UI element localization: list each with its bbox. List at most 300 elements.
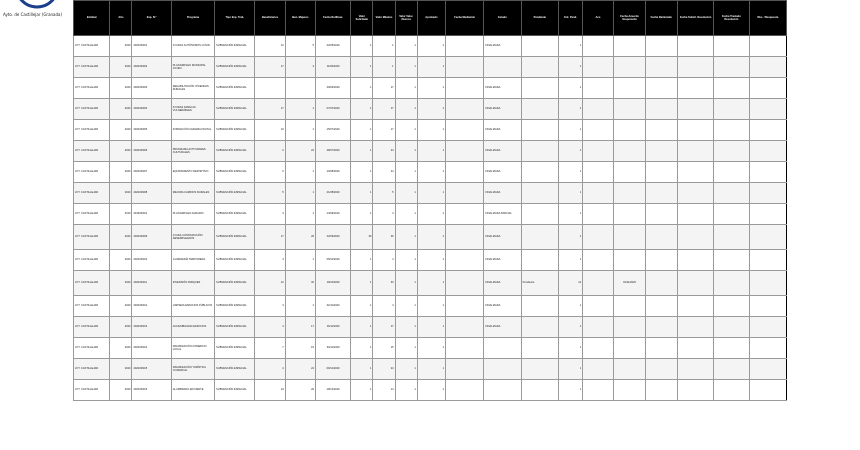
table-cell[interactable]: 2020/00001 xyxy=(132,36,171,57)
column-header[interactable]: Exp. N.º xyxy=(132,1,171,36)
table-cell[interactable]: LIMPIEZA ESPACIOS PÚBLICOS xyxy=(171,296,214,317)
table-cell[interactable]: 19/10/2020 xyxy=(315,271,350,296)
table-cell[interactable]: 24 xyxy=(373,162,395,183)
table-cell[interactable] xyxy=(614,57,645,78)
table-cell[interactable] xyxy=(446,99,484,120)
table-cell[interactable] xyxy=(583,338,614,359)
table-cell[interactable] xyxy=(446,78,484,99)
table-cell[interactable]: 1 xyxy=(417,183,445,204)
table-cell[interactable]: 1 xyxy=(395,250,417,271)
table-cell[interactable]: 6 xyxy=(255,162,285,183)
table-cell[interactable]: AYT. CASTILLEJAR xyxy=(74,380,110,401)
table-cell[interactable]: ACCESIBILIDAD EDIFICIOS xyxy=(171,317,214,338)
table-cell[interactable]: 1 xyxy=(417,99,445,120)
table-cell[interactable] xyxy=(645,99,677,120)
table-cell[interactable]: 1 xyxy=(373,57,395,78)
table-cell[interactable]: AYT. CASTILLEJAR xyxy=(74,162,110,183)
column-header[interactable]: Ben. Mujeres xyxy=(285,1,315,36)
table-cell[interactable]: 24 xyxy=(255,380,285,401)
table-cell[interactable]: 2020/00008 xyxy=(132,183,171,204)
table-cell[interactable] xyxy=(583,57,614,78)
table-cell[interactable] xyxy=(446,204,484,225)
table-cell[interactable]: MEJORA CAMINOS RURALES xyxy=(171,183,214,204)
table-cell[interactable]: 4 xyxy=(255,317,285,338)
table-cell[interactable]: SUBVENCIÓN ESPECIAL xyxy=(215,317,255,338)
column-header[interactable]: Valor Solicitado xyxy=(351,1,373,36)
table-cell[interactable] xyxy=(614,36,645,57)
table-cell[interactable]: 2020 xyxy=(110,78,132,99)
table-cell[interactable]: 1 xyxy=(558,120,582,141)
table-cell[interactable]: 1 xyxy=(395,317,417,338)
table-cell[interactable] xyxy=(749,296,786,317)
table-cell[interactable] xyxy=(583,317,614,338)
table-cell[interactable] xyxy=(677,296,713,317)
table-cell[interactable]: 1 xyxy=(558,99,582,120)
table-cell[interactable]: PROGRAMA ACTIVIDADES CULTURALES xyxy=(171,141,214,162)
column-header[interactable]: Fecha Traslado Resolución xyxy=(714,1,749,36)
table-cell[interactable]: 15 xyxy=(373,338,395,359)
table-cell[interactable]: AYT. CASTILLEJAR xyxy=(74,78,110,99)
table-cell[interactable] xyxy=(714,120,749,141)
table-cell[interactable]: SUBVENCIÓN ESPECIAL xyxy=(215,204,255,225)
table-cell[interactable] xyxy=(521,296,558,317)
table-cell[interactable]: 29/06/2020 xyxy=(315,78,350,99)
table-cell[interactable]: 1 xyxy=(558,338,582,359)
table-cell[interactable] xyxy=(677,36,713,57)
table-cell[interactable] xyxy=(446,250,484,271)
table-cell[interactable]: 1 xyxy=(417,162,445,183)
table-cell[interactable] xyxy=(614,141,645,162)
table-cell[interactable]: 1 xyxy=(395,338,417,359)
table-cell[interactable] xyxy=(645,183,677,204)
table-cell[interactable] xyxy=(677,99,713,120)
table-cell[interactable] xyxy=(446,359,484,380)
table-cell[interactable]: 2020/00010 xyxy=(132,250,171,271)
table-cell[interactable] xyxy=(714,296,749,317)
table-cell[interactable] xyxy=(714,204,749,225)
table-cell[interactable]: 1 xyxy=(351,317,373,338)
column-header[interactable]: Aprobado xyxy=(417,1,445,36)
table-cell[interactable]: 2020 xyxy=(110,183,132,204)
table-cell[interactable] xyxy=(521,204,558,225)
table-cell[interactable]: 2020 xyxy=(110,36,132,57)
table-cell[interactable]: 2020 xyxy=(110,57,132,78)
table-cell[interactable]: 1 xyxy=(395,183,417,204)
table-cell[interactable]: 1 xyxy=(417,250,445,271)
table-cell[interactable] xyxy=(714,250,749,271)
table-cell[interactable]: 2020/00003 xyxy=(132,78,171,99)
table-cell[interactable]: 24 xyxy=(373,141,395,162)
table-cell[interactable]: SUBVENCIÓN ESPECIAL xyxy=(215,99,255,120)
table-cell[interactable]: 14 xyxy=(373,380,395,401)
table-cell[interactable] xyxy=(677,204,713,225)
table-cell[interactable] xyxy=(583,380,614,401)
table-cell[interactable]: AYT. CASTILLEJAR xyxy=(74,204,110,225)
table-cell[interactable] xyxy=(614,204,645,225)
table-cell[interactable] xyxy=(749,225,786,250)
table-cell[interactable]: SUBVENCIÓN ESPECIAL xyxy=(215,338,255,359)
table-cell[interactable]: 14/09/2019 xyxy=(315,204,350,225)
table-cell[interactable]: AYUDA CONTRATACIÓN DESEMPLEADOS xyxy=(171,225,214,250)
table-cell[interactable]: 1 xyxy=(351,78,373,99)
table-cell[interactable]: 17 xyxy=(255,57,285,78)
table-cell[interactable]: 12 xyxy=(558,271,582,296)
table-cell[interactable] xyxy=(714,78,749,99)
table-cell[interactable]: 5 xyxy=(285,36,315,57)
table-row[interactable] xyxy=(74,204,787,225)
table-cell[interactable]: 2019/00021 xyxy=(132,204,171,225)
table-cell[interactable]: 1 xyxy=(558,36,582,57)
table-cell[interactable] xyxy=(749,271,786,296)
table-cell[interactable]: 17 xyxy=(373,317,395,338)
table-row[interactable] xyxy=(74,141,787,162)
table-cell[interactable] xyxy=(614,250,645,271)
table-cell[interactable]: REHABILITACIÓN VIVIENDAS RURALES xyxy=(171,78,214,99)
table-cell[interactable]: 1 xyxy=(558,78,582,99)
table-cell[interactable]: 1 xyxy=(351,162,373,183)
table-row[interactable] xyxy=(74,162,787,183)
table-cell[interactable]: SUBVENCIÓN ESPECIAL xyxy=(215,296,255,317)
table-cell[interactable] xyxy=(446,57,484,78)
table-cell[interactable] xyxy=(614,183,645,204)
table-cell[interactable]: AYT. CASTILLEJAR xyxy=(74,271,110,296)
table-cell[interactable] xyxy=(583,120,614,141)
table-cell[interactable]: 4 xyxy=(255,359,285,380)
table-cell[interactable]: 26 xyxy=(285,225,315,250)
table-cell[interactable]: FINALIZADA xyxy=(484,78,521,99)
table-cell[interactable]: 12 xyxy=(255,36,285,57)
table-row[interactable] xyxy=(74,183,787,204)
table-row[interactable] xyxy=(74,338,787,359)
table-cell[interactable] xyxy=(583,359,614,380)
table-cell[interactable] xyxy=(645,271,677,296)
column-header[interactable]: Beneficiarios xyxy=(255,1,285,36)
table-cell[interactable]: 2020 xyxy=(110,162,132,183)
table-cell[interactable]: 17 xyxy=(255,99,285,120)
table-cell[interactable]: 2020 xyxy=(110,271,132,296)
table-cell[interactable] xyxy=(446,120,484,141)
table-cell[interactable] xyxy=(446,317,484,338)
column-header[interactable]: Fecha Acuerdo Suspensión xyxy=(614,1,645,36)
table-cell[interactable]: 1 xyxy=(351,141,373,162)
table-cell[interactable] xyxy=(446,271,484,296)
table-cell[interactable] xyxy=(714,162,749,183)
table-cell[interactable]: AYT. CASTILLEJAR xyxy=(74,225,110,250)
table-row[interactable] xyxy=(74,250,787,271)
table-cell[interactable] xyxy=(521,57,558,78)
table-cell[interactable] xyxy=(645,296,677,317)
table-cell[interactable]: FINALIZADA xyxy=(484,183,521,204)
table-cell[interactable]: 17 xyxy=(255,225,285,250)
table-cell[interactable]: 1 xyxy=(351,99,373,120)
table-cell[interactable] xyxy=(446,183,484,204)
table-cell[interactable]: 29 xyxy=(285,380,315,401)
table-cell[interactable]: 1 xyxy=(395,359,417,380)
table-cell[interactable]: 2020/00007 xyxy=(132,162,171,183)
table-cell[interactable]: 2020/00006 xyxy=(132,141,171,162)
table-cell[interactable] xyxy=(614,296,645,317)
table-cell[interactable]: 1 xyxy=(417,271,445,296)
table-cell[interactable]: 18/12/2020 xyxy=(315,380,350,401)
table-cell[interactable] xyxy=(677,120,713,141)
table-cell[interactable]: 2020/00014 xyxy=(132,338,171,359)
table-cell[interactable]: SUBVENCIÓN ESPECIAL xyxy=(215,141,255,162)
table-cell[interactable] xyxy=(749,162,786,183)
column-header[interactable]: Entidad xyxy=(74,1,110,36)
table-cell[interactable] xyxy=(583,296,614,317)
table-cell[interactable]: 2020/00009 xyxy=(132,225,171,250)
table-cell[interactable]: 26 xyxy=(373,225,395,250)
table-cell[interactable]: 1 xyxy=(558,317,582,338)
table-cell[interactable] xyxy=(645,57,677,78)
table-cell[interactable]: 5 xyxy=(255,183,285,204)
table-cell[interactable] xyxy=(614,225,645,250)
table-cell[interactable] xyxy=(255,78,285,99)
table-cell[interactable]: 05/10/2020 xyxy=(315,250,350,271)
table-cell[interactable]: 1 xyxy=(417,78,445,99)
table-cell[interactable]: ALUMBRADO EFICIENTE xyxy=(171,380,214,401)
table-cell[interactable]: 1 xyxy=(395,99,417,120)
table-cell[interactable]: FINALIZADA xyxy=(484,250,521,271)
table-cell[interactable] xyxy=(614,78,645,99)
table-cell[interactable] xyxy=(583,204,614,225)
table-cell[interactable]: 1 xyxy=(417,141,445,162)
table-cell[interactable]: 10/08/2020 xyxy=(315,162,350,183)
table-cell[interactable]: 2020/00013 xyxy=(132,317,171,338)
table-cell[interactable] xyxy=(677,141,713,162)
table-cell[interactable]: 1 xyxy=(558,250,582,271)
table-cell[interactable] xyxy=(714,225,749,250)
table-cell[interactable]: FORMACIÓN AGRARIA DIGITAL xyxy=(171,120,214,141)
table-cell[interactable]: 1 xyxy=(285,296,315,317)
table-cell[interactable]: 22/05/2020 xyxy=(315,36,350,57)
table-cell[interactable] xyxy=(484,380,521,401)
table-cell[interactable] xyxy=(645,359,677,380)
table-cell[interactable] xyxy=(645,78,677,99)
table-cell[interactable] xyxy=(484,338,521,359)
table-cell[interactable]: 1 xyxy=(558,57,582,78)
table-cell[interactable]: 2020/00016 xyxy=(132,380,171,401)
table-cell[interactable] xyxy=(749,141,786,162)
table-cell[interactable]: 1 xyxy=(351,204,373,225)
table-cell[interactable] xyxy=(521,338,558,359)
table-cell[interactable] xyxy=(521,380,558,401)
table-cell[interactable]: AYT. CASTILLEJAR xyxy=(74,120,110,141)
table-cell[interactable] xyxy=(521,317,558,338)
table-cell[interactable]: 1 xyxy=(351,296,373,317)
table-cell[interactable]: 10 xyxy=(255,120,285,141)
column-header[interactable]: Fecha Solicit. Resolución xyxy=(677,1,713,36)
table-cell[interactable]: SUBVENCIÓN ESPECIAL xyxy=(215,250,255,271)
table-cell[interactable]: 1 xyxy=(417,296,445,317)
table-cell[interactable]: 1 xyxy=(417,204,445,225)
table-cell[interactable] xyxy=(521,225,558,250)
table-cell[interactable]: INVERSIÓN PARQUES xyxy=(171,271,214,296)
table-cell[interactable] xyxy=(645,162,677,183)
table-cell[interactable] xyxy=(749,250,786,271)
table-cell[interactable] xyxy=(645,250,677,271)
table-cell[interactable]: 17 xyxy=(373,78,395,99)
table-cell[interactable] xyxy=(583,250,614,271)
table-cell[interactable] xyxy=(677,338,713,359)
table-cell[interactable]: AYT. CASTILLEJAR xyxy=(74,57,110,78)
table-cell[interactable] xyxy=(714,317,749,338)
table-cell[interactable] xyxy=(583,99,614,120)
column-header[interactable]: Obs. / Respuesta xyxy=(749,1,786,36)
table-cell[interactable]: AYT. CASTILLEJAR xyxy=(74,317,110,338)
table-cell[interactable] xyxy=(749,317,786,338)
table-cell[interactable] xyxy=(446,225,484,250)
table-cell[interactable]: SUBVENCIÓN ESPECIAL xyxy=(215,57,255,78)
table-cell[interactable] xyxy=(583,78,614,99)
table-cell[interactable] xyxy=(285,78,315,99)
table-cell[interactable] xyxy=(677,57,713,78)
table-cell[interactable] xyxy=(484,359,521,380)
table-cell[interactable]: 4 xyxy=(285,57,315,78)
table-row[interactable] xyxy=(74,120,787,141)
table-cell[interactable]: 26 xyxy=(351,225,373,250)
table-cell[interactable]: FINALIZADA xyxy=(484,120,521,141)
table-cell[interactable]: 28/07/2020 xyxy=(315,141,350,162)
table-cell[interactable]: 2020 xyxy=(110,359,132,380)
table-cell[interactable] xyxy=(614,359,645,380)
table-cell[interactable]: AYT. CASTILLEJAR xyxy=(74,250,110,271)
table-cell[interactable]: 2019 xyxy=(110,204,132,225)
table-cell[interactable]: 1 xyxy=(558,296,582,317)
table-cell[interactable]: 2020 xyxy=(110,225,132,250)
table-cell[interactable]: 1 xyxy=(395,162,417,183)
table-cell[interactable]: 2020 xyxy=(110,317,132,338)
table-cell[interactable]: FINALIZADA xyxy=(484,36,521,57)
table-cell[interactable] xyxy=(749,183,786,204)
table-cell[interactable]: 1 xyxy=(417,36,445,57)
table-cell[interactable]: 1 xyxy=(395,296,417,317)
table-cell[interactable] xyxy=(714,36,749,57)
table-cell[interactable]: 1 xyxy=(558,204,582,225)
table-cell[interactable] xyxy=(749,338,786,359)
table-cell[interactable]: 02/11/2020 xyxy=(614,271,645,296)
table-cell[interactable]: 2020 xyxy=(110,380,132,401)
table-cell[interactable]: 1 xyxy=(558,183,582,204)
table-cell[interactable]: 1 xyxy=(558,359,582,380)
table-cell[interactable] xyxy=(521,36,558,57)
table-cell[interactable]: 1 xyxy=(285,162,315,183)
table-cell[interactable]: 12 xyxy=(255,271,285,296)
table-cell[interactable]: FINALIZADA xyxy=(484,296,521,317)
column-header[interactable]: Programa xyxy=(171,1,214,36)
table-cell[interactable]: 7 xyxy=(255,338,285,359)
table-cell[interactable]: 15 xyxy=(285,338,315,359)
table-cell[interactable]: SUBVENCIÓN ESPECIAL xyxy=(215,162,255,183)
table-cell[interactable] xyxy=(645,141,677,162)
table-cell[interactable]: FINALIZADA PARCIAL xyxy=(484,204,521,225)
table-cell[interactable] xyxy=(521,359,558,380)
table-row[interactable] xyxy=(74,380,787,401)
table-cell[interactable]: 1 xyxy=(285,120,315,141)
table-cell[interactable]: 1 xyxy=(395,141,417,162)
table-cell[interactable]: 4 xyxy=(373,250,395,271)
table-cell[interactable] xyxy=(614,120,645,141)
table-row[interactable] xyxy=(74,225,787,250)
table-cell[interactable]: 4 xyxy=(373,296,395,317)
table-cell[interactable]: 1 xyxy=(417,338,445,359)
table-row[interactable] xyxy=(74,359,787,380)
table-cell[interactable]: FINALIZADA xyxy=(484,141,521,162)
table-cell[interactable] xyxy=(749,359,786,380)
table-cell[interactable]: 1 xyxy=(395,36,417,57)
table-cell[interactable]: 1 xyxy=(395,225,417,250)
table-cell[interactable] xyxy=(521,183,558,204)
table-cell[interactable] xyxy=(583,271,614,296)
table-cell[interactable] xyxy=(749,204,786,225)
table-cell[interactable]: 2020 xyxy=(110,250,132,271)
table-cell[interactable] xyxy=(583,36,614,57)
table-cell[interactable]: 1 xyxy=(417,57,445,78)
table-cell[interactable]: AYT. CASTILLEJAR xyxy=(74,296,110,317)
table-cell[interactable] xyxy=(749,57,786,78)
table-cell[interactable]: 2020 xyxy=(110,120,132,141)
table-cell[interactable] xyxy=(714,359,749,380)
table-row[interactable] xyxy=(74,57,787,78)
table-cell[interactable] xyxy=(446,36,484,57)
table-cell[interactable]: 4 xyxy=(255,296,285,317)
table-cell[interactable]: 1 xyxy=(351,183,373,204)
table-cell[interactable] xyxy=(583,183,614,204)
table-cell[interactable]: 1 xyxy=(395,57,417,78)
table-cell[interactable]: 1 xyxy=(395,120,417,141)
table-cell[interactable] xyxy=(714,99,749,120)
table-cell[interactable]: 2020/00012 xyxy=(132,296,171,317)
table-row[interactable] xyxy=(74,271,787,296)
table-cell[interactable]: SUBVENCIÓN ESPECIAL xyxy=(215,36,255,57)
table-cell[interactable]: 1 xyxy=(351,359,373,380)
column-header[interactable]: Fecha Notificac. xyxy=(315,1,350,36)
table-cell[interactable] xyxy=(583,141,614,162)
table-cell[interactable] xyxy=(714,271,749,296)
table-cell[interactable]: FINALIZADA xyxy=(484,99,521,120)
table-cell[interactable]: 2020/00004 xyxy=(132,99,171,120)
table-cell[interactable] xyxy=(677,225,713,250)
table-cell[interactable] xyxy=(484,57,521,78)
table-cell[interactable] xyxy=(677,317,713,338)
table-cell[interactable]: 09/12/2020 xyxy=(315,359,350,380)
table-cell[interactable]: 1 xyxy=(395,78,417,99)
table-cell[interactable]: 24 xyxy=(373,359,395,380)
table-row[interactable] xyxy=(74,36,787,57)
table-cell[interactable] xyxy=(677,359,713,380)
table-cell[interactable] xyxy=(645,380,677,401)
table-cell[interactable] xyxy=(521,120,558,141)
table-cell[interactable]: PLAN EMPLEO AGRARIO xyxy=(171,204,214,225)
table-cell[interactable]: SUBVENCIÓN ESPECIAL xyxy=(215,359,255,380)
table-cell[interactable] xyxy=(749,120,786,141)
table-cell[interactable]: 4 xyxy=(255,204,285,225)
table-cell[interactable] xyxy=(521,162,558,183)
table-cell[interactable] xyxy=(446,380,484,401)
table-cell[interactable] xyxy=(446,338,484,359)
table-cell[interactable]: SUBVENCIÓN ESPECIAL xyxy=(215,120,255,141)
table-cell[interactable]: SUBVENCIÓN ESPECIAL xyxy=(215,225,255,250)
table-cell[interactable]: 5 xyxy=(373,183,395,204)
table-cell[interactable]: AYT. CASTILLEJAR xyxy=(74,183,110,204)
table-cell[interactable]: 1 xyxy=(417,120,445,141)
table-cell[interactable]: 1 xyxy=(395,271,417,296)
table-cell[interactable]: 2020/00002 xyxy=(132,57,171,78)
table-cell[interactable]: 2020 xyxy=(110,99,132,120)
table-cell[interactable]: PLAN EMPLEO MUNICIPAL JOVEN xyxy=(171,57,214,78)
table-cell[interactable] xyxy=(645,338,677,359)
table-cell[interactable]: 1 xyxy=(417,317,445,338)
